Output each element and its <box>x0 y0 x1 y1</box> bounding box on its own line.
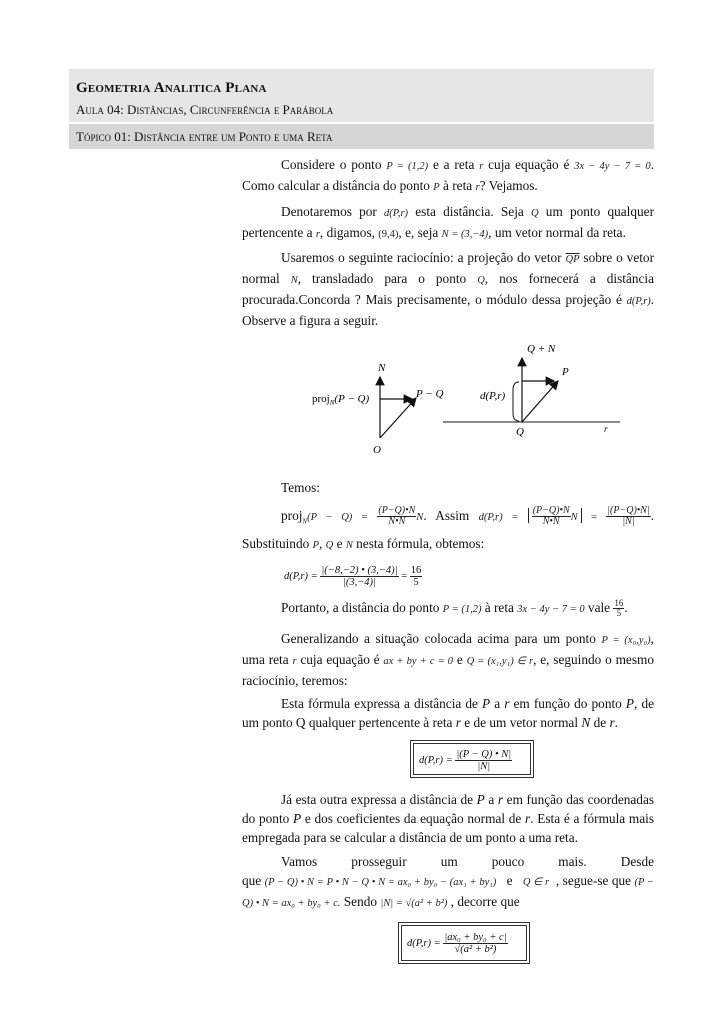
fraction-distance: $\frac{|(P-Q)•N|}{|N|}$ <box>607 505 650 528</box>
label-q-plus-n: Q + N <box>527 343 556 355</box>
paragraph-6: Portanto, a distância do ponto P = (1,2) à reta 3x − 4y − 7 = 0 vale $\frac{16}{5}$ . <box>281 598 628 619</box>
formula-box-vector: d(P,r) = $\frac{|(P - Q) • N|}{|N|}$ <box>410 740 534 778</box>
formula-box-coordinates: d(P,r) = $\frac{\text{|ax₀ + by₀ + c|}}{\text{√(a² + b²)}}$ <box>398 922 530 964</box>
topic-band <box>69 124 654 149</box>
label-p: P <box>562 366 569 378</box>
formula-numeric: d(P,r) = $\frac{|(-8,-2) • (3,-4)|}{|(3,-4)|}$ = $\frac{16}{5}$ <box>284 565 422 588</box>
paragraph-9: Já esta outra expressa a distância de P a r em função das coordenadas do ponto P e dos coeficientes da equação normal de r. Esta é a fórmula mais empregada para se calcular a distância de um ponto a uma reta. <box>242 792 655 845</box>
lesson-subtitle: Aula 04: Distâncias, Circunferência e Parábola <box>76 102 334 117</box>
vector-qp-arrow <box>522 381 558 422</box>
topic-title: Tópico 01: Distância entre um Ponto e uma Reta <box>76 129 333 144</box>
page-title: Geometria Analitica Plana <box>76 80 267 96</box>
paragraph-4: Temos: <box>281 480 320 495</box>
label-q: Q <box>516 426 524 438</box>
paragraph-8: Esta fórmula expressa a distância de P a r em função do ponto P, de um ponto Q qualquer pertencente à reta r e de um vetor normal N de r. <box>242 696 654 730</box>
projection-figure <box>300 335 640 460</box>
math-point-p: P = (1,2) <box>386 161 429 172</box>
paragraph-3: Usaremos o seguinte raciocínio: a projeção do vetor $\overline{QP}$ sobre o vetor normal N, transladado para o ponto Q, nos fornecerá a distância procurada.Concorda ? Mais precisamente, o módulo dessa projeção é d(P,r). Observe a figura a seguir. <box>242 250 655 328</box>
paragraph-10: Vamos prosseguir um pouco mais. Desde que (P − Q) • N = P • N − Q • N = ax₀ + by₀ − (ax₁ + by₁) e Q ∈ r , segue-se que (P − Q) • N = ax₀ + by₀ + c. Sendo |N| = √(a² + b²) , decorre que <box>242 854 655 909</box>
label-o: O <box>373 444 381 456</box>
vector-pq-arrow <box>380 398 416 438</box>
math-line-equation: 3x − 4y − 7 = 0 <box>574 161 651 172</box>
paragraph-1: Considere o ponto P = (1,2) e a reta r cuja equação é 3x − 4y − 7 = 0. Como calcular a distância do ponto P à reta r? Vejamos. <box>242 157 655 193</box>
paragraph-7: Generalizando a situação colocada acima para um ponto P = (x₀,y₀), uma reta r cuja equação é ax + by + c = 0 e Q = (x₁,y₁) ∈ r, e, seguindo o mesmo raciocínio, teremos: <box>242 631 654 688</box>
header-band <box>69 69 654 122</box>
math-vector-qp: $\overline{QP}$ <box>565 254 580 265</box>
abs-projection: $\frac{(P-Q)•N}{N•N}$ N <box>528 508 582 523</box>
paragraph-5: proj$_N$(P − Q) = $\frac{(P-Q)•N}{N•N}$ N. Assim d(P,r) = $\frac{(P-Q)•N}{N•N}$ N = $\frac{|(P-Q)•N|}{|N|}$ . Substituindo P, Q e N nesta fórmula, obtemos: <box>242 505 655 551</box>
label-n: N <box>378 362 386 374</box>
label-p-minus-q: P − Q <box>416 388 444 400</box>
distance-brace <box>513 382 519 421</box>
label-proj: proj$_N$(P − Q) <box>312 393 370 407</box>
fraction-projection: $\frac{(P-Q)•N}{N•N}$ <box>378 505 416 528</box>
label-distance: d(P,r) <box>480 390 506 402</box>
label-r: r <box>604 424 608 434</box>
paragraph-2: Denotaremos por d(P,r) esta distância. Seja Q um ponto qualquer pertencente a r, digamos, (9,4), e, seja N = (3,−4), um vetor normal da reta. <box>242 204 654 240</box>
